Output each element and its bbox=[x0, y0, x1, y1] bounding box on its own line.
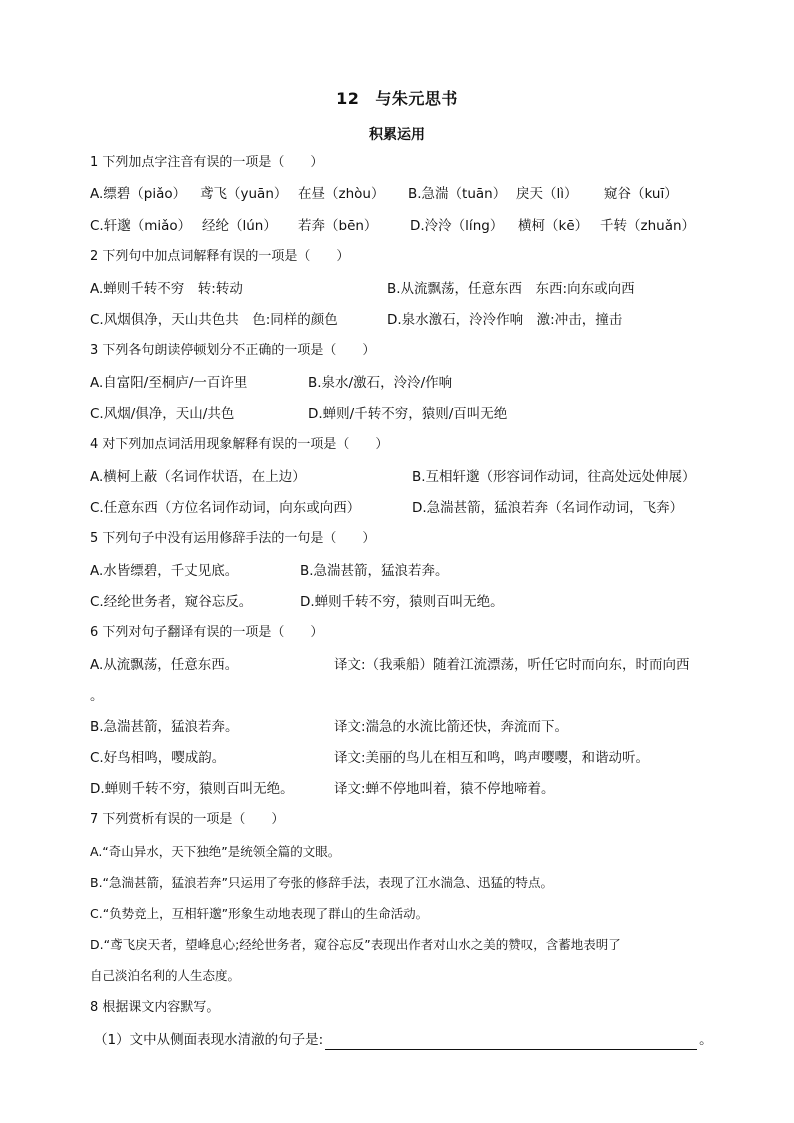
q8-item-1 bbox=[94, 1030, 713, 1050]
q6-option-d-sentence: D.蝉则千转不穷，猿则百叫无绝。 bbox=[90, 781, 294, 797]
question-6-stem: 6 下列对句子翻译有误的一项是（ ） bbox=[90, 625, 324, 640]
q2-option-c: C.风烟俱净，天山共色共 色:同样的颜色 bbox=[90, 312, 338, 328]
q1-option-c-3: 若奔（bēn） bbox=[298, 218, 378, 234]
q5-option-c: C.经纶世务者，窥谷忘反。 bbox=[90, 594, 253, 610]
q2-option-a: A.蝉则千转不穷 转:转动 bbox=[90, 281, 243, 297]
q1-option-c-2: 经纶（lún） bbox=[202, 218, 277, 234]
q1-option-b-2: 戾天（lì） bbox=[516, 186, 578, 202]
q3-option-d: D.蝉则/千转不穷，猿则/百叫无绝 bbox=[308, 406, 508, 422]
q4-option-a: A.横柯上蔽（名词作状语，在上边） bbox=[90, 469, 306, 485]
q3-option-a: A.自富阳/至桐庐/一百许里 bbox=[90, 375, 248, 391]
answer-blank[interactable] bbox=[325, 1035, 697, 1050]
question-8-stem: 8 根据课文内容默写。 bbox=[90, 1000, 220, 1015]
q7-option-a: A.“奇山异水，天下独绝”是统领全篇的文眼。 bbox=[90, 844, 341, 859]
q8-item-1-end: 。 bbox=[699, 1032, 713, 1048]
question-1-stem: 1 下列加点字注音有误的一项是（ ） bbox=[90, 155, 324, 170]
q2-option-b: B.从流飘荡，任意东西 东西:向东或向西 bbox=[387, 281, 635, 297]
q1-option-d-2: 横柯（kē） bbox=[518, 218, 589, 234]
question-7-stem: 7 下列赏析有误的一项是（ ） bbox=[90, 812, 285, 827]
q3-option-b: B.泉水/激石，泠泠/作响 bbox=[308, 375, 453, 391]
q4-option-b: B.互相轩邈（形容词作动词，往高处远处伸展） bbox=[412, 469, 696, 485]
q6-option-a-sentence: A.从流飘荡，任意东西。 bbox=[90, 657, 239, 673]
q7-option-b: B.“急湍甚箭，猛浪若奔”只运用了夸张的修辞手法，表现了江水湍急、迅猛的特点。 bbox=[90, 875, 554, 890]
q6-option-b-translation: 译文:湍急的水流比箭还快，奔流而下。 bbox=[334, 719, 569, 735]
q6-option-a-wrap: 。 bbox=[90, 688, 104, 704]
q4-option-d: D.急湍甚箭，猛浪若奔（名词作动词，飞奔） bbox=[412, 500, 684, 516]
q1-option-b-1: B.急湍（tuān） bbox=[408, 186, 507, 202]
question-4-stem: 4 对下列加点词活用现象解释有误的一项是（ ） bbox=[90, 437, 389, 452]
q3-option-c: C.风烟/俱净，天山/共色 bbox=[90, 406, 235, 422]
q7-option-d-line2: 自己淡泊名利的人生态度。 bbox=[90, 968, 241, 983]
q6-option-a-translation: 译文:（我乘船）随着江流漂荡，听任它时而向东，时而向西 bbox=[334, 657, 690, 673]
q5-option-d: D.蝉则千转不穷，猿则百叫无绝。 bbox=[300, 594, 504, 610]
q1-option-a-2: 鸢飞（yuān） bbox=[200, 186, 288, 202]
question-5-stem: 5 下列句子中没有运用修辞手法的一句是（ ） bbox=[90, 531, 376, 546]
question-3-stem: 3 下列各句朗读停顿划分不正确的一项是（ ） bbox=[90, 343, 376, 358]
q7-option-c: C.“负势竞上，互相轩邈”形象生动地表现了群山的生命活动。 bbox=[90, 906, 429, 921]
q5-option-b: B.急湍甚箭，猛浪若奔。 bbox=[300, 563, 449, 579]
q4-option-c: C.任意东西（方位名词作动词，向东或向西） bbox=[90, 500, 361, 516]
q6-option-c-sentence: C.好鸟相鸣，嘤成韵。 bbox=[90, 750, 226, 766]
section-heading: 积累运用 bbox=[369, 127, 425, 143]
q1-option-a-1: A.缥碧（piǎo） bbox=[90, 186, 187, 202]
question-2-stem: 2 下列句中加点词解释有误的一项是（ ） bbox=[90, 249, 350, 264]
q2-option-d: D.泉水激石，泠泠作响 激:冲击，撞击 bbox=[387, 312, 623, 328]
q6-option-b-sentence: B.急湍甚箭，猛浪若奔。 bbox=[90, 719, 239, 735]
q1-option-d-3: 千转（zhuǎn） bbox=[600, 218, 696, 234]
q1-option-d-1: D.泠泠（líng） bbox=[410, 218, 504, 234]
lesson-title: 与朱元思书 bbox=[375, 89, 458, 108]
q1-option-b-3: 窥谷（kuī） bbox=[604, 186, 678, 202]
page-title bbox=[0, 86, 794, 109]
q1-option-c-1: C.轩邈（miǎo） bbox=[90, 218, 192, 234]
lesson-number: 12 bbox=[336, 89, 360, 108]
q1-option-a-3: 在昼（zhòu） bbox=[298, 186, 385, 202]
q8-item-1-prompt: （1）文中从侧面表现水清澈的句子是: bbox=[94, 1032, 324, 1048]
q6-option-d-translation: 译文:蝉不停地叫着，猿不停地啼着。 bbox=[334, 781, 555, 797]
q6-option-c-translation: 译文:美丽的鸟儿在相互和鸣，鸣声嘤嘤，和谐动听。 bbox=[334, 750, 650, 766]
q7-option-d-line1: D.“鸢飞戾天者，望峰息心;经纶世务者，窥谷忘反”表现出作者对山水之美的赞叹，含蓄地表明了 bbox=[90, 937, 621, 952]
q5-option-a: A.水皆缥碧，千丈见底。 bbox=[90, 563, 239, 579]
